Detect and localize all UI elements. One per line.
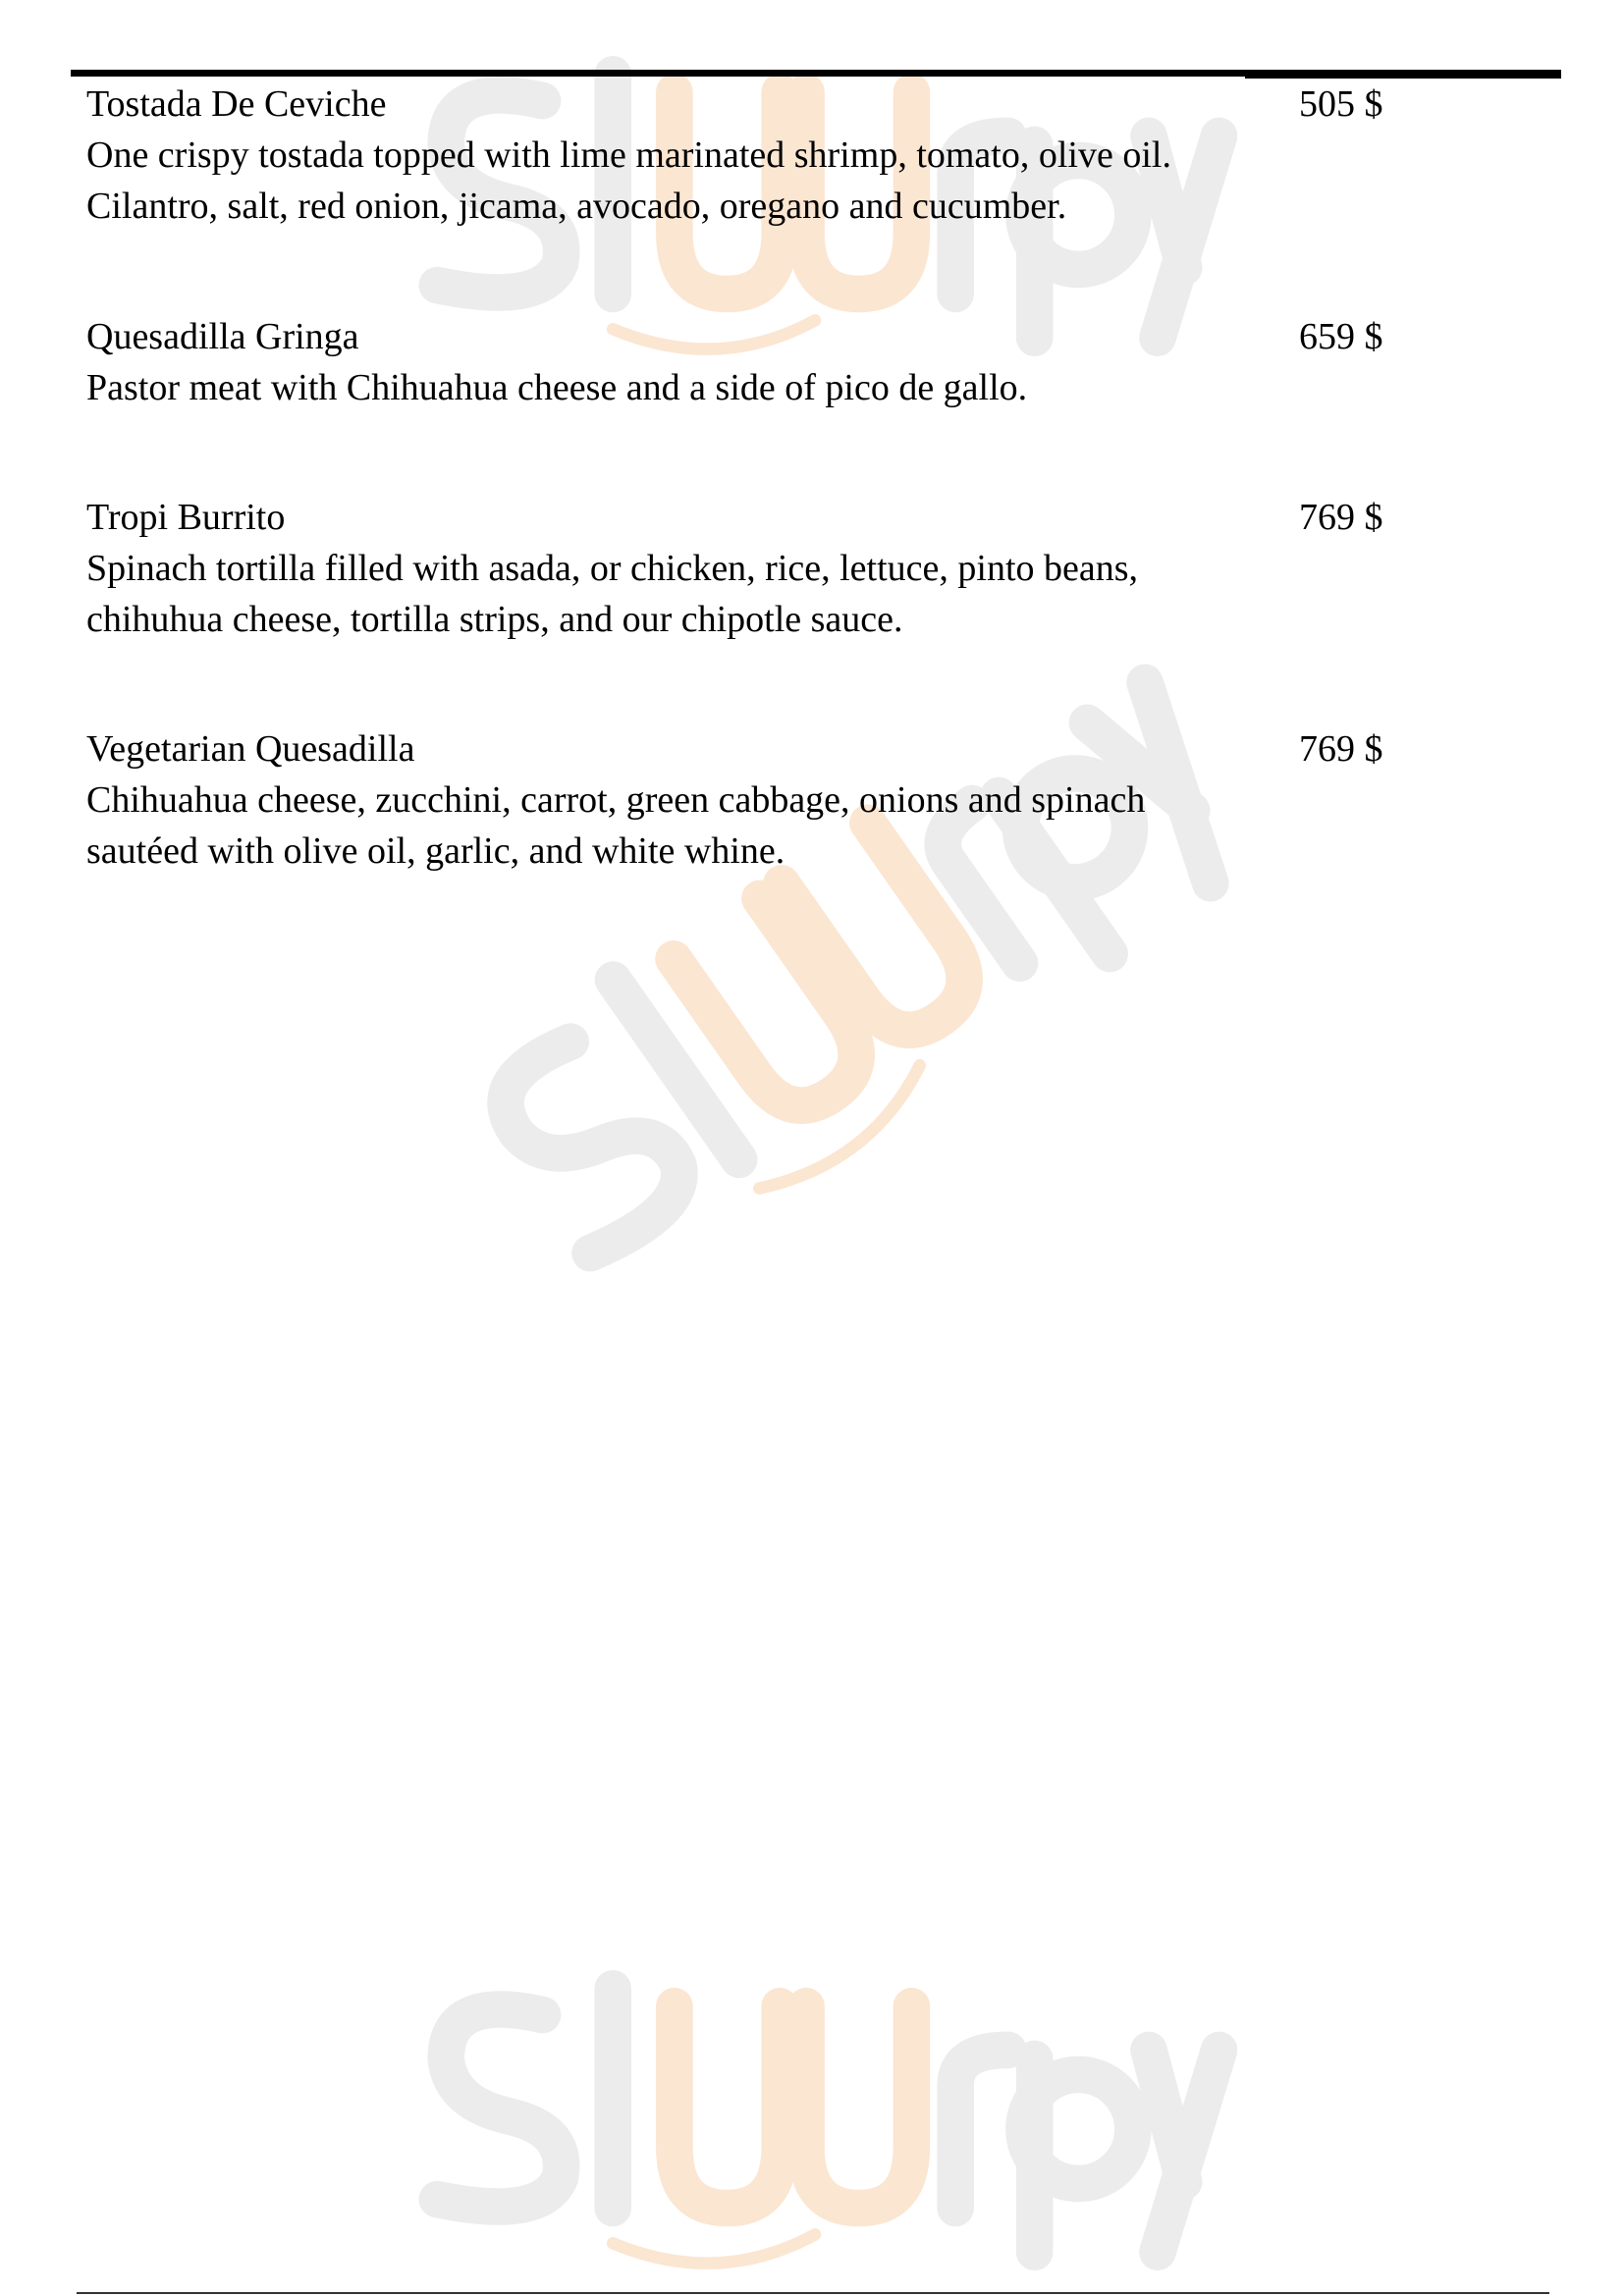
item-description: Pastor meat with Chihuahua cheese and a side of pico de gallo. [86,367,1028,408]
watermark-logo-bottom [393,1953,1237,2287]
bottom-rule [77,2292,1549,2294]
watermark-logo-middle [412,593,1295,1351]
menu-item [86,723,1559,877]
item-name: Tostada De Ceviche [86,83,387,125]
item-price: 769 $ [1299,728,1383,770]
item-description: Chihuahua cheese, zucchini, carrot, green cabbage, onions and spinach sautéed with olive oil, garlic, and white whine. [86,779,1146,872]
top-rule-thick [1245,70,1561,79]
menu-item [86,311,1559,413]
item-price: 505 $ [1299,83,1383,125]
item-name: Vegetarian Quesadilla [86,728,415,770]
menu-item [86,79,1559,232]
item-price: 769 $ [1299,497,1383,538]
item-name: Tropi Burrito [86,497,286,538]
item-description: Spinach tortilla filled with asada, or chicken, rice, lettuce, pinto beans, chihuhua cheese, tortilla strips, and our chipotle sauce. [86,548,1139,640]
item-name: Quesadilla Gringa [86,316,359,357]
item-description: One crispy tostada topped with lime marinated shrimp, tomato, olive oil. Cilantro, salt, red onion, jicama, avocado, oregano and cucumber. [86,134,1171,227]
menu-item [86,492,1559,645]
item-price: 659 $ [1299,316,1383,357]
